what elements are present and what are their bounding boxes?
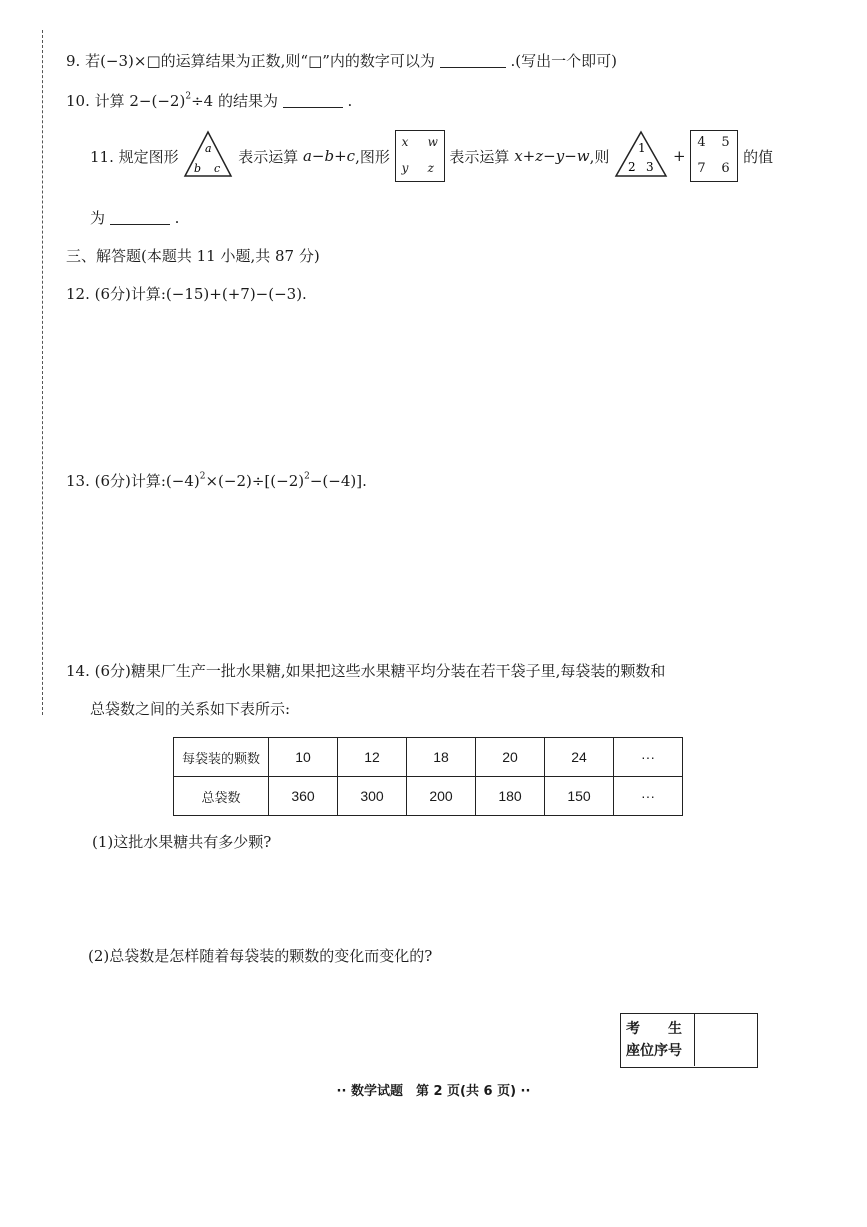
table-row-header-total-bags: 总袋数 xyxy=(174,777,269,816)
table-cell: ··· xyxy=(614,738,683,777)
question-11-plus: + xyxy=(672,147,686,165)
question-13-exponent-1: 2 xyxy=(199,471,206,482)
question-11 xyxy=(90,130,773,182)
question-10-post: ÷4 的结果为 xyxy=(191,92,278,110)
table-cell: 150 xyxy=(545,777,614,816)
tri-num-1: 1 xyxy=(638,141,646,155)
question-11-expr2: x+z−y−w xyxy=(514,147,590,165)
triangle-figure-123 xyxy=(614,130,668,182)
question-14-line1 xyxy=(66,660,665,681)
sq-label-z: z xyxy=(427,161,434,175)
question-10-pre: 10. 计算 2−(−2) xyxy=(66,92,186,110)
sq-num-6: 6 xyxy=(721,161,730,176)
question-13-mid: ×(−2)÷[(−2) xyxy=(205,471,305,490)
question-11-mid1: 表示运算 xyxy=(238,147,299,166)
table-row xyxy=(174,777,683,816)
question-13-exponent-2: 2 xyxy=(304,471,310,482)
question-14-sub2 xyxy=(88,945,432,966)
triangle-figure-abc xyxy=(183,130,233,182)
tri-num-2: 2 xyxy=(628,160,636,174)
table-cell: 12 xyxy=(338,738,407,777)
seat-label-line1: 考 生 xyxy=(626,1021,682,1037)
seat-number-label xyxy=(621,1014,695,1066)
tri-label-c: c xyxy=(214,162,221,175)
seat-number-input[interactable] xyxy=(696,1014,756,1066)
question-11-line2 xyxy=(90,207,179,228)
question-11-tail: 的值 xyxy=(743,147,774,166)
question-11-line2-text: 为 xyxy=(90,209,106,227)
question-13-post: −(−4)]. xyxy=(309,471,367,490)
table-cell: 200 xyxy=(407,777,476,816)
question-10-exponent: 2 xyxy=(185,91,192,102)
square-figure-4576 xyxy=(690,130,738,182)
candy-table xyxy=(173,737,683,816)
sq-label-w: w xyxy=(427,135,438,149)
tri-num-3: 3 xyxy=(646,160,654,174)
sq-num-7: 7 xyxy=(697,161,706,176)
question-11-mid4: ,则 xyxy=(589,147,610,166)
seat-number-box xyxy=(620,1013,758,1068)
question-11-intro: 11. 规定图形 xyxy=(90,147,179,166)
sq-num-4: 4 xyxy=(697,135,706,150)
table-cell: 20 xyxy=(476,738,545,777)
question-9-tail: .(写出一个即可) xyxy=(510,52,617,70)
binding-margin-line xyxy=(42,30,43,715)
question-14-sub2-text: (2)总袋数是怎样随着每袋装的颗数的变化而变化的? xyxy=(88,947,433,965)
table-cell: 10 xyxy=(269,738,338,777)
question-9 xyxy=(66,50,617,71)
question-11-mid3: 表示运算 xyxy=(449,147,510,166)
question-9-text: 9. 若(−3)×□的运算结果为正数,则“□”内的数字可以为 xyxy=(66,52,435,70)
tri-label-b: b xyxy=(194,162,202,175)
question-11-mid2: ,图形 xyxy=(355,147,390,166)
answer-blank-11[interactable] xyxy=(110,210,170,225)
section-3-heading xyxy=(66,245,320,266)
page-footer: ·· 数学试题 第 2 页(共 6 页) ·· xyxy=(336,1084,531,1099)
square-figure-xwyz xyxy=(395,130,445,182)
table-cell: 300 xyxy=(338,777,407,816)
question-14-text-2: 总袋数之间的关系如下表所示: xyxy=(90,700,291,718)
question-10 xyxy=(66,90,352,111)
seat-label-line2: 座位序号 xyxy=(626,1043,682,1059)
section-3-title: 三、解答题(本题共 11 小题,共 87 分) xyxy=(66,247,320,265)
question-14-sub1-text: (1)这批水果糖共有多少颗? xyxy=(92,833,272,851)
question-14-line2 xyxy=(90,698,290,719)
table-cell: ··· xyxy=(614,777,683,816)
table-cell: 24 xyxy=(545,738,614,777)
tri-label-a: a xyxy=(205,142,212,155)
table-cell: 180 xyxy=(476,777,545,816)
question-12-text: 12. (6分)计算:(−15)+(+7)−(−3). xyxy=(66,285,307,303)
table-row xyxy=(174,738,683,777)
sq-num-5: 5 xyxy=(721,135,730,150)
table-cell: 18 xyxy=(407,738,476,777)
question-14-text-1: 14. (6分)糖果厂生产一批水果糖,如果把这些水果糖平均分装在若干袋子里,每袋装的颗数和 xyxy=(66,662,666,680)
answer-blank-10[interactable] xyxy=(283,93,343,108)
sq-label-y: y xyxy=(401,161,409,175)
question-13 xyxy=(66,470,367,491)
question-12 xyxy=(66,283,307,304)
table-row-header-per-bag: 每袋装的颗数 xyxy=(174,738,269,777)
question-10-tail: . xyxy=(347,91,353,110)
question-14-sub1 xyxy=(92,831,271,852)
question-11-expr1: a−b+c xyxy=(302,147,356,165)
question-13-pre: 13. (6分)计算:(−4) xyxy=(66,472,200,490)
sq-label-x: x xyxy=(401,135,409,149)
answer-blank-9[interactable] xyxy=(440,53,506,68)
question-11-line2-tail: . xyxy=(174,208,180,227)
table-cell: 360 xyxy=(269,777,338,816)
